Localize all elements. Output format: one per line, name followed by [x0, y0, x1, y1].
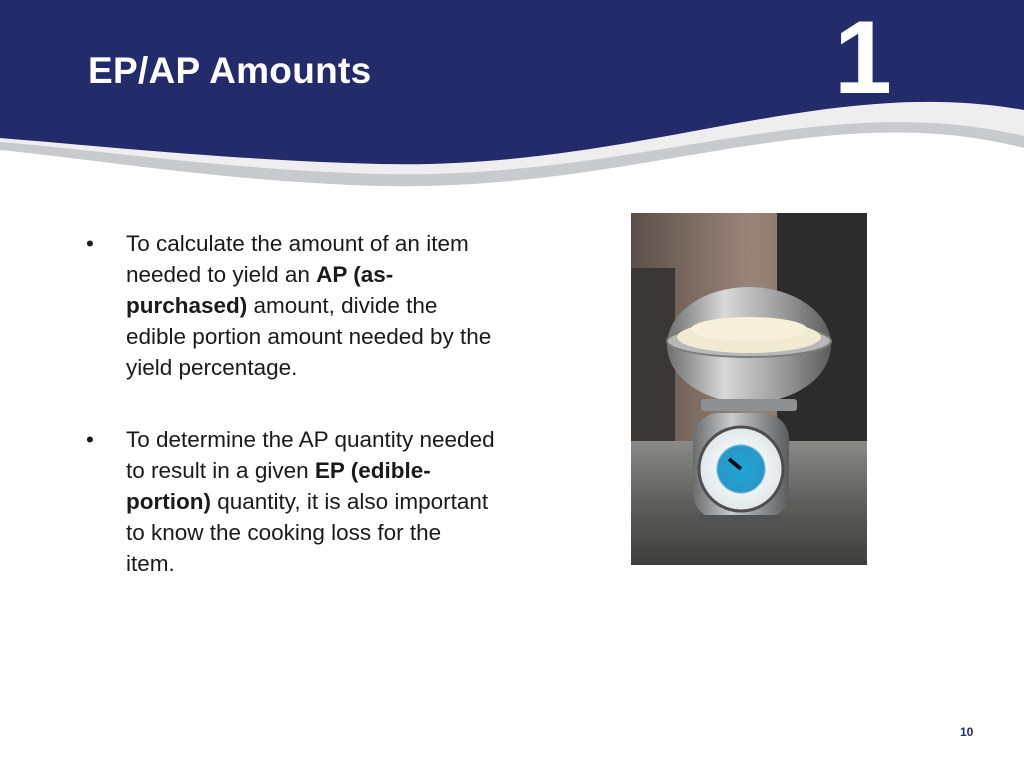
chapter-number: 1: [834, 0, 892, 116]
bullet-item: [86, 228, 496, 383]
chopped-onions-mound: [691, 317, 807, 341]
bullet-text-part: amount, divide the edible portion amount needed by the yield percentage.: [126, 293, 492, 380]
page-number: 10: [960, 725, 974, 739]
kitchen-scale-photo: [631, 213, 867, 565]
bullet-text-part: To determine the AP quantity needed to result in a given: [126, 427, 495, 483]
bullet-list: [86, 228, 496, 620]
bullet-bold-term: EP (edible-portion): [126, 458, 431, 514]
photo-dark-panel-left: [631, 268, 675, 458]
bullet-text-part: quantity, it is also important to know the cooking loss for the item.: [126, 489, 489, 576]
bullet-text-part: To calculate the amount of an item needed to yield an: [126, 231, 469, 287]
scale-foot: [699, 515, 783, 523]
slide-title: EP/AP Amounts: [88, 50, 372, 91]
bullet-bold-term: AP (as-purchased): [126, 262, 394, 318]
bullet-dot-icon: •: [86, 231, 94, 256]
bullet-item: [86, 424, 496, 579]
bullet-dot-icon: •: [86, 427, 94, 452]
scale-platform: [701, 399, 797, 411]
